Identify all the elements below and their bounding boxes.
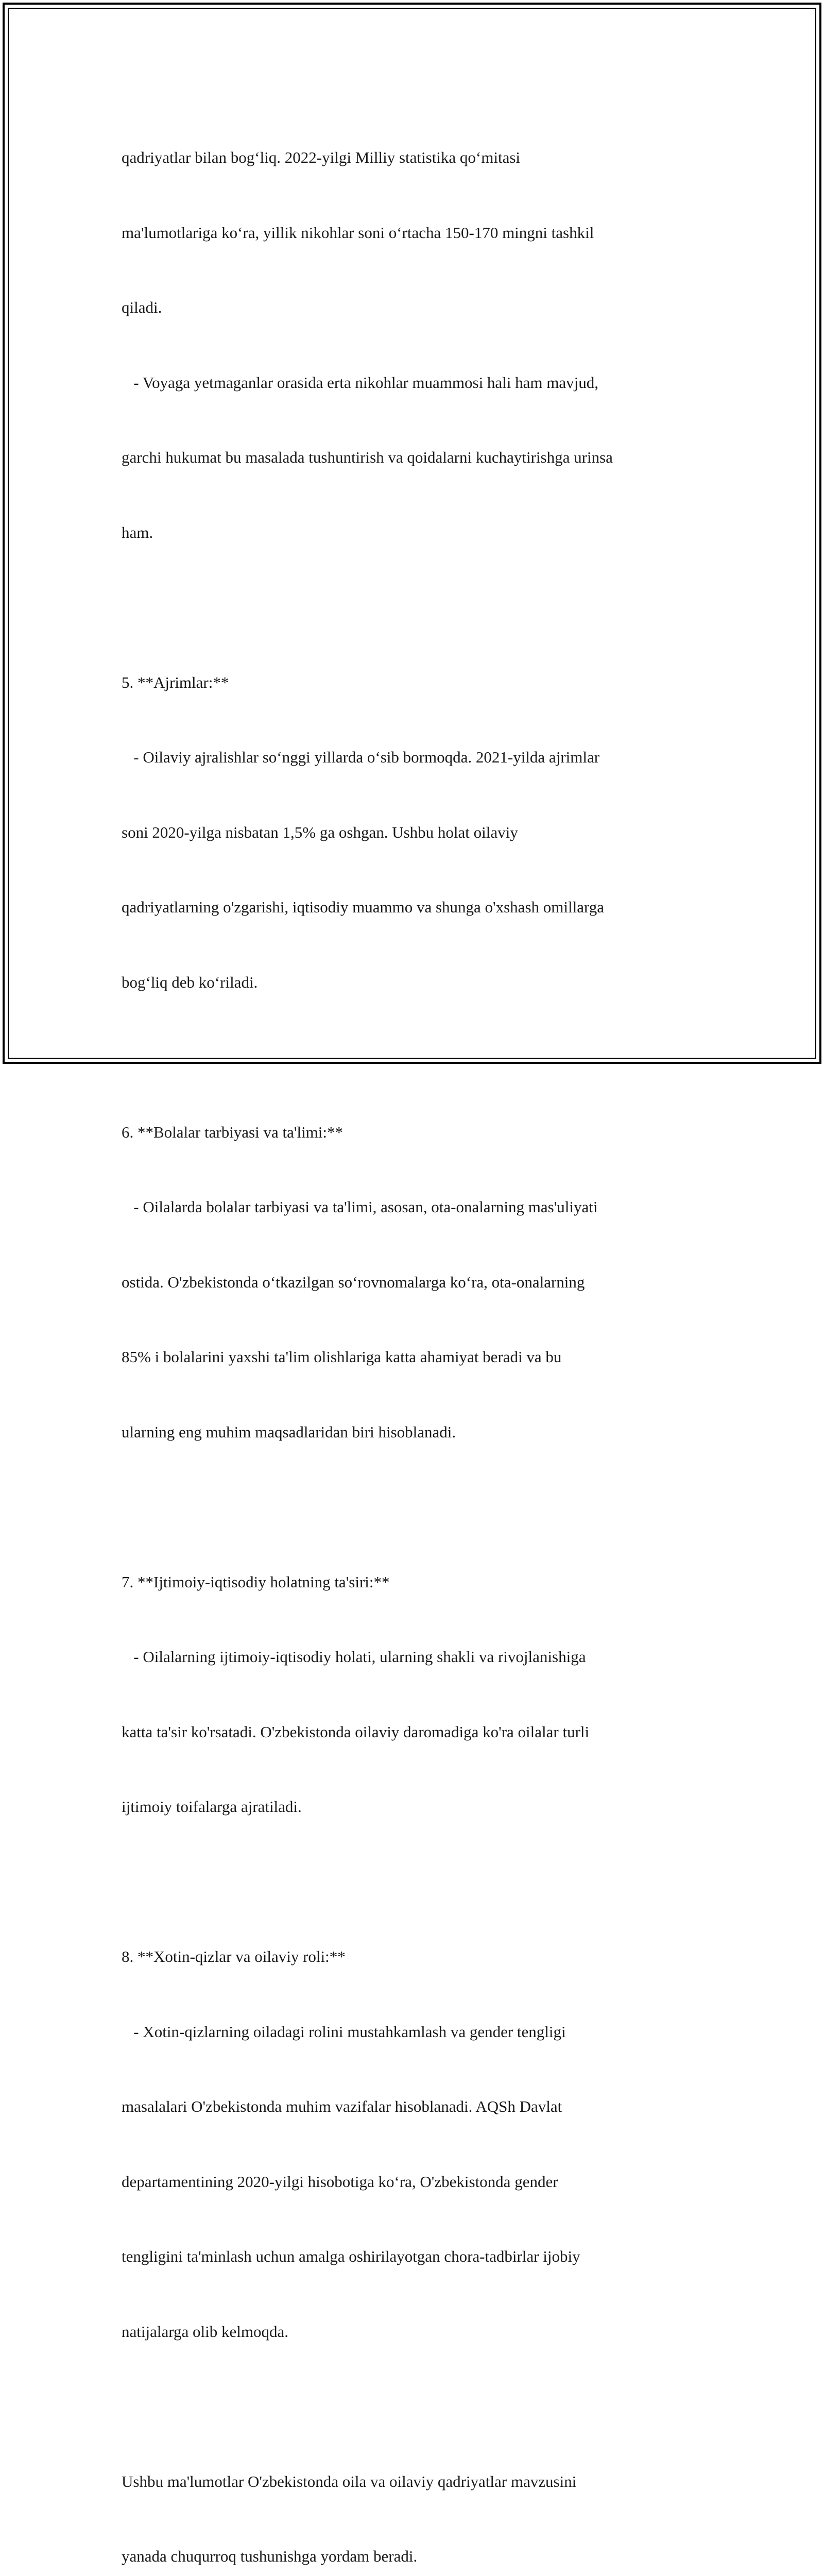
text-line: Ushbu ma'lumotlar O'zbekistonda oila va oilaviy qadriyatlar mavzusini — [122, 2469, 719, 2495]
paragraph-socioeconomic — [122, 1520, 719, 1870]
text-line: - Xotin-qizlarning oiladagi rolini mustahkamlash va gender tengligi — [122, 2020, 719, 2045]
text-line: ma'lumotlariga ko‘ra, yillik nikohlar soni o‘rtacha 150-170 mingni tashkil — [122, 221, 719, 246]
text-line: yanada chuqurroq tushunishga yordam beradi. — [122, 2544, 719, 2569]
text-line: - Oilaviy ajralishlar so‘nggi yillarda o‘sib bormoqda. 2021-yilda ajrimlar — [122, 745, 719, 770]
section-heading: 5. **Ajrimlar:** — [122, 670, 719, 696]
text-line: 85% i bolalarini yaxshi ta'lim olishlariga katta ahamiyat beradi va bu — [122, 1345, 719, 1370]
section-heading: 8. **Xotin-qizlar va oilaviy roli:** — [122, 1944, 719, 1970]
text-line: garchi hukumat bu masalada tushuntirish va qoidalarni kuchaytirishga urinsa — [122, 445, 719, 470]
text-line: ham. — [122, 520, 719, 546]
text-line: - Oilalarning ijtimoiy-iqtisodiy holati, ularning shakli va rivojlanishiga — [122, 1645, 719, 1670]
text-line: natijalarga olib kelmoqda. — [122, 2319, 719, 2345]
text-line: ularning eng muhim maqsadlaridan biri hisoblanadi. — [122, 1420, 719, 1445]
text-line: - Oilalarda bolalar tarbiyasi va ta'limi, asosan, ota-onalarning mas'uliyati — [122, 1195, 719, 1220]
text-line: qadriyatlar bilan bog‘liq. 2022-yilgi Milliy statistika qo‘mitasi — [122, 145, 719, 171]
section-heading: 6. **Bolalar tarbiyasi va ta'limi:** — [122, 1120, 719, 1145]
paragraph-child-education — [122, 1070, 719, 1495]
section-heading: 7. **Ijtimoiy-iqtisodiy holatning ta'siri:** — [122, 1570, 719, 1595]
text-line: tengligini ta'minlash uchun amalga oshirilayotgan chora-tadbirlar ijobiy — [122, 2244, 719, 2269]
text-line: masalalari O'zbekistonda muhim vazifalar hisoblanadi. AQSh Davlat — [122, 2094, 719, 2120]
text-line: qadriyatlarning o'zgarishi, iqtisodiy muammo va shunga o'xshash omillarga — [122, 895, 719, 920]
paragraph-women-role — [122, 1894, 719, 2394]
text-line: katta ta'sir ko'rsatadi. O'zbekistonda oilaviy daromadiga ko'ra oilalar turli — [122, 1720, 719, 1745]
text-line: bog‘liq deb ko‘riladi. — [122, 970, 719, 995]
paragraph-conclusion — [122, 2419, 719, 2576]
paragraph-divorces — [122, 620, 719, 1045]
text-line: departamentining 2020-yilgi hisobotiga ko‘ra, O'zbekistonda gender — [122, 2170, 719, 2195]
paragraph-marriage-stats — [122, 95, 719, 595]
text-line: soni 2020-yilga nisbatan 1,5% ga oshgan. Ushbu holat oilaviy — [122, 820, 719, 845]
document-body — [122, 95, 719, 2576]
text-line: qiladi. — [122, 295, 719, 320]
text-line: - Voyaga yetmaganlar orasida erta nikohlar muammosi hali ham mavjud, — [122, 370, 719, 396]
text-line: ijtimoiy toifalarga ajratiladi. — [122, 1794, 719, 1820]
text-line: ostida. O'zbekistonda o‘tkazilgan so‘rovnomalarga ko‘ra, ota-onalarning — [122, 1270, 719, 1295]
